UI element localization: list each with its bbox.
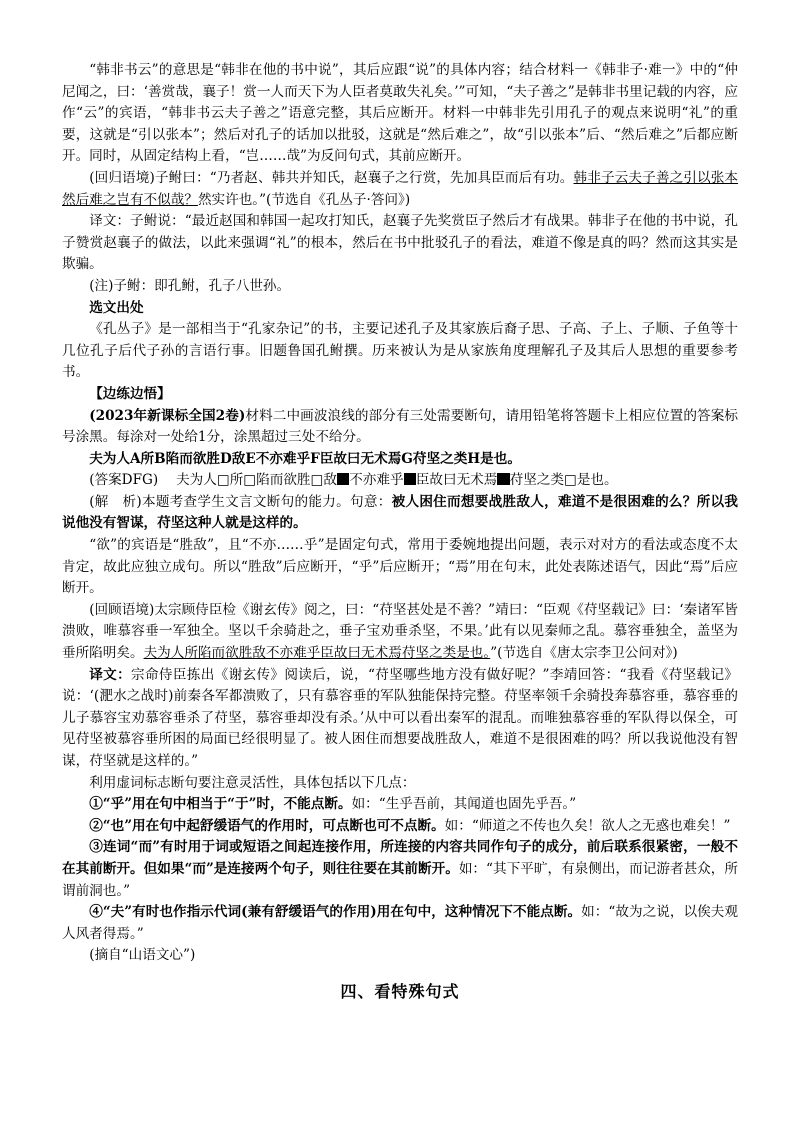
- section-heading: 四、看特殊句式: [340, 981, 460, 1001]
- analysis-detail: “欲”的宾语是“胜敌”，且“不亦……乎”是固定句式，常用于委婉地提出问题，表示对对方的看法或态度不太肯定，故此应独立成句。所以“胜敌”后应断开，“乎”后应断开；“焉”用在句末，此处表陈述语气，因此“焉”后应断开。: [62, 537, 738, 597]
- answer-text-d: 苻坚之类□是也。: [509, 472, 618, 489]
- answer-text-c: 臣故曰无术焉: [415, 472, 498, 489]
- underlined-passage: 韩非子云夫子善之引以张本然后难之岂有不似哉？: [62, 169, 739, 208]
- practice-heading: 【边练边悟】: [89, 385, 171, 402]
- tip-rule: ②“也”用在句中起舒缓语气的作用时，可点断也可不点断。: [89, 817, 445, 834]
- translation-text: 宗命侍臣拣出《谢玄传》阅读后，说，“苻坚哪些地方没有做好呢？”李靖回答：“我看《苻坚载记》说：‘(淝水之战时)前秦各军都溃败了，只有慕容垂的军队独能保持完整。苻坚率领千余骑投奔慕容垂，慕容垂的儿子慕容宝劝慕容垂杀了苻坚，慕容垂却没有杀。’从中可以看出秦军的混乱。而唯独慕容垂的军队得以保全，可见苻坚被慕容垂所困的局面已经很明显了。被人困住而想要战胜敌人，难道不是很困难的吗？所以我说他没有智谋，苻坚就是这样的。”: [62, 666, 738, 769]
- analysis-paragraph: [62, 492, 738, 535]
- question-sentence: 夫为人A所B陷而欲胜D敌E不亦难乎F臣故曰无术焉G苻坚之类H是也。: [89, 450, 521, 467]
- question-paragraph: [62, 406, 738, 449]
- translation-paragraph: 译文：子鲋说：“最近赵国和韩国一起攻打知氏，赵襄子先奖赏臣子然后才有战果。韩非子在他的书中说，孔子赞赏赵襄子的做法，以此来强调“礼”的根本，然后在书中批驳孔子的看法，难道不像是真的吗？然而这其实是欺骗。: [62, 213, 738, 273]
- tip-rule: ④“夫”有时也作指示代词(兼有舒缓语气的作用)用在句中，这种情况下不能点断。: [89, 904, 582, 921]
- review-paragraph: [62, 600, 738, 665]
- source-heading: 选文出处: [89, 299, 144, 316]
- question-text: 材料二中画波浪线的部分有三处需要断句，请用铅笔将答题卡上相应位置的答案标号涂黑。每涂对一处给1分，涂黑超过三处不给分。: [62, 407, 739, 446]
- review-source: ”(节选自《唐太宗李卫公问对》): [490, 645, 678, 662]
- answer-paragraph: [62, 470, 738, 492]
- tips-intro: 利用虚词标志断句要注意灵活性，具体包括以下几点：: [89, 774, 416, 791]
- tip-example: 如：“其下平旷，有泉侧出，而记游者甚众，所谓前洞也。”: [62, 860, 738, 899]
- answer-text-a: (答案DFG) 夫为人□所□陷而欲胜□敌: [89, 472, 337, 489]
- tip-item: [62, 794, 738, 816]
- tip-item: [62, 816, 738, 838]
- filled-mark: [404, 473, 416, 485]
- tip-rule: ①“乎”用在句中相当于“于”时，不能点断。: [89, 796, 352, 813]
- translation-paragraph-2: [62, 665, 738, 773]
- note-paragraph: (注)子鲋：即孔鲋，孔子八世孙。: [89, 277, 291, 294]
- tip-example: 如：“生乎吾前，其闻道也固先乎吾。”: [351, 796, 577, 813]
- context-source: 然实许也。”(节选自《孔丛子·答问》): [197, 191, 411, 208]
- context-paragraph: [62, 168, 738, 211]
- exam-label: (2023年新课标全国2卷): [89, 407, 246, 424]
- context-text: (回归语境)子鲋曰：“乃者赵、韩共并知氏，赵襄子之行赏，先加具臣而后有功。: [89, 169, 574, 186]
- filled-mark: [337, 473, 349, 485]
- source-paragraph: 《孔丛子》是一部相当于“孔家杂记”的书，主要记述孔子及其家族后裔子思、子高、子上、子顺、子鱼等十几位孔子后代子孙的言语行事。旧题鲁国孔鲋撰。历来被认为是从家族角度理解孔子及其后人思想的重要参考书。: [62, 321, 738, 381]
- answer-text-b: 不亦难乎: [349, 472, 404, 489]
- excerpt-credit: (摘自“山语文心”): [89, 947, 196, 964]
- analysis-bold: 被人困住而想要战胜敌人，难道不是很困难的么？所以我说他没有智谋，苻坚这种人就是这样的。: [62, 493, 739, 532]
- filled-mark: [497, 473, 509, 485]
- tip-example: 如：“师道之不传也久矣！欲人之无惑也难矣！”: [444, 817, 731, 834]
- tip-item: [62, 902, 738, 945]
- tip-item: [62, 837, 738, 902]
- review-text: (回顾语境)太宗顾侍臣检《谢玄传》阅之，曰：“苻坚甚处是不善？”靖曰：“臣观《苻坚载记》曰：‘秦诸军皆溃败，唯慕容垂一军独全。坚以千余骑赴之，垂子宝劝垂杀坚，不果。’此有以见秦师之乱。慕容垂独全，盖坚为垂所陷明矣。: [62, 601, 738, 662]
- document-page: [62, 60, 738, 1003]
- tip-example: 如：“故为之说，以俟夫观人风者得焉。”: [62, 904, 739, 942]
- underlined-passage: 夫为人所陷而欲胜敌不亦难乎臣故曰无术焉苻坚之类是也。: [143, 645, 491, 662]
- explanation-paragraph: “韩非书云”的意思是“韩非在他的书中说”，其后应跟“说”的具体内容；结合材料一《韩非子·难一》中的“仲尼闻之，曰：‘善赏哉，襄子！赏一人而天下为人臣者莫敢失礼矣。’”可知，“夫子善之”是韩非书里记载的内容，应作“云”的宾语，“韩非书云夫子善之”语意完整，其后应断开。材料一中韩非先引用孔子的观点来说明“礼”的重要，这就是“引以张本”；然后对孔子的话加以批驳，这就是“然后难之”，故“引以张本”后、“然后难之”后都应断开。同时，从固定结构上看，“岂……哉”为反问句式，其前应断开。: [62, 62, 738, 165]
- translation-label: 译文：: [89, 666, 132, 683]
- analysis-text: (解 析)本题考查学生文言文断句的能力。句意：: [89, 493, 392, 510]
- tip-rule: ③连词“而”有时用于词或短语之间起连接作用，所连接的内容共同作句子的成分，前后联系很紧密，一般不在其前断开。但如果“而”是连接两个句子，则往往要在其前断开。: [62, 839, 738, 877]
